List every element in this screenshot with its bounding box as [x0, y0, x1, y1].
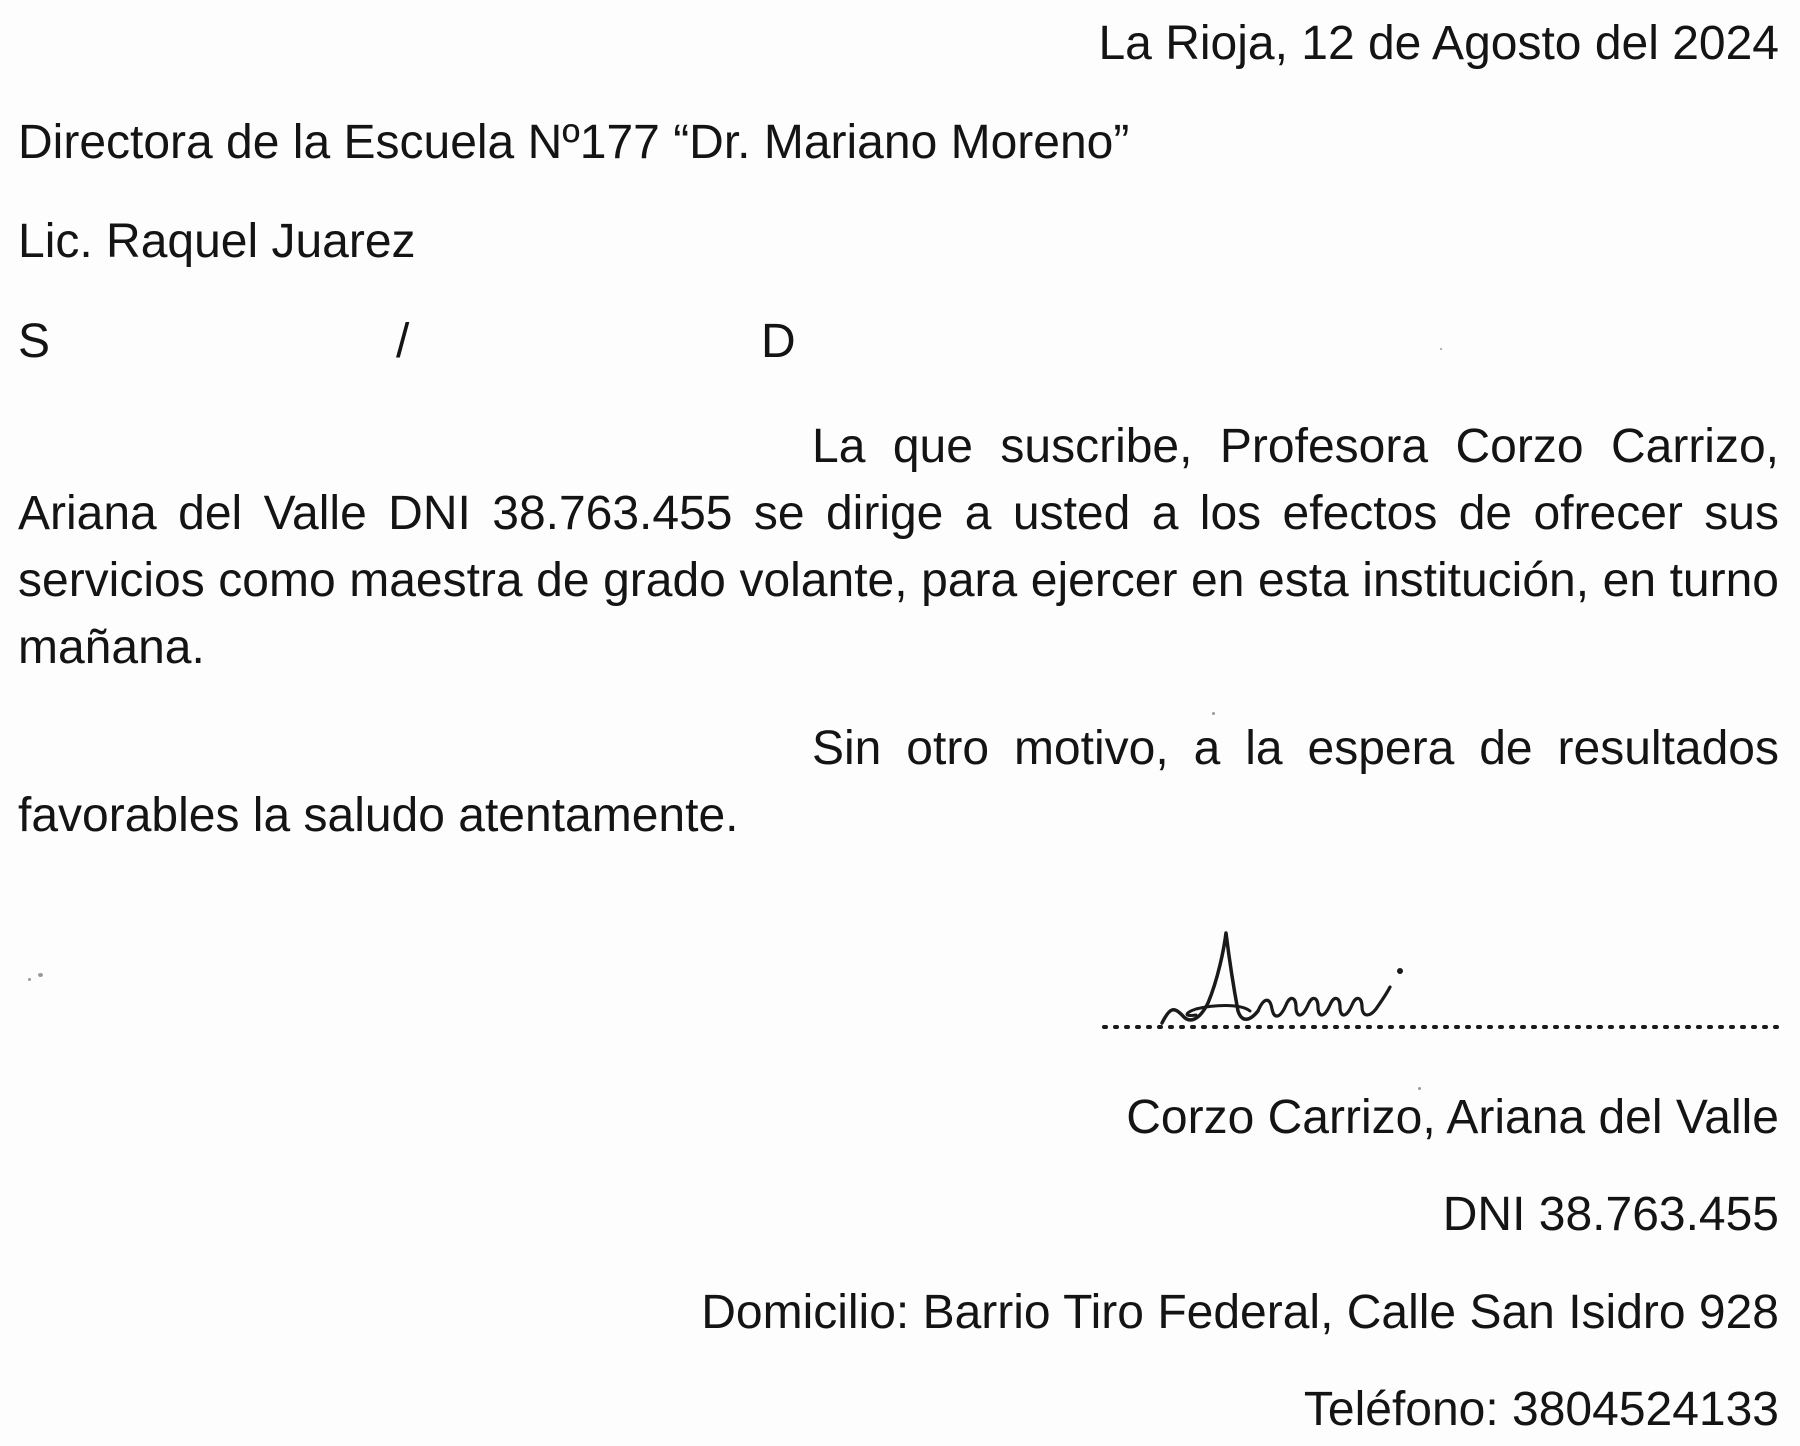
place-date: La Rioja, 12 de Agosto del 2024	[1098, 17, 1779, 70]
sd-d: D	[761, 315, 796, 368]
signer-address: Domicilio: Barrio Tiro Federal, Calle San Isidro 928	[701, 1286, 1779, 1339]
signature-dot	[1397, 968, 1403, 974]
scan-speck	[28, 978, 31, 981]
scan-speck	[1212, 712, 1215, 715]
sd-s: S	[18, 315, 51, 368]
signer-dni: DNI 38.763.455	[1442, 1188, 1779, 1241]
body-paragraph-1: La que suscribe, Profesora Corzo Carrizo, Ariana del Valle DNI 38.763.455 se dirige a usted a los efectos de ofrecer sus servicios como maestra de grado volante, para ejercer en esta institución, en turno mañana.	[18, 420, 1779, 674]
scan-speck	[38, 973, 43, 977]
sd-slash: /	[396, 315, 410, 368]
handwritten-signature	[1100, 915, 1780, 1035]
signature-stroke	[1258, 987, 1390, 1016]
recipient-name: Lic. Raquel Juarez	[18, 215, 416, 268]
recipient-title: Directora de la Escuela Nº177 “Dr. Mariano Moreno”	[18, 116, 1130, 169]
signer-name: Corzo Carrizo, Ariana del Valle	[1126, 1091, 1779, 1144]
scan-speck	[1440, 348, 1442, 350]
signature-stroke	[1162, 933, 1258, 1023]
body-paragraph-2: Sin otro motivo, a la espera de resultados favorables la saludo atentamente.	[18, 722, 1779, 842]
signer-phone: Teléfono: 3804524133	[1303, 1383, 1779, 1436]
scan-speck	[1418, 1087, 1421, 1090]
